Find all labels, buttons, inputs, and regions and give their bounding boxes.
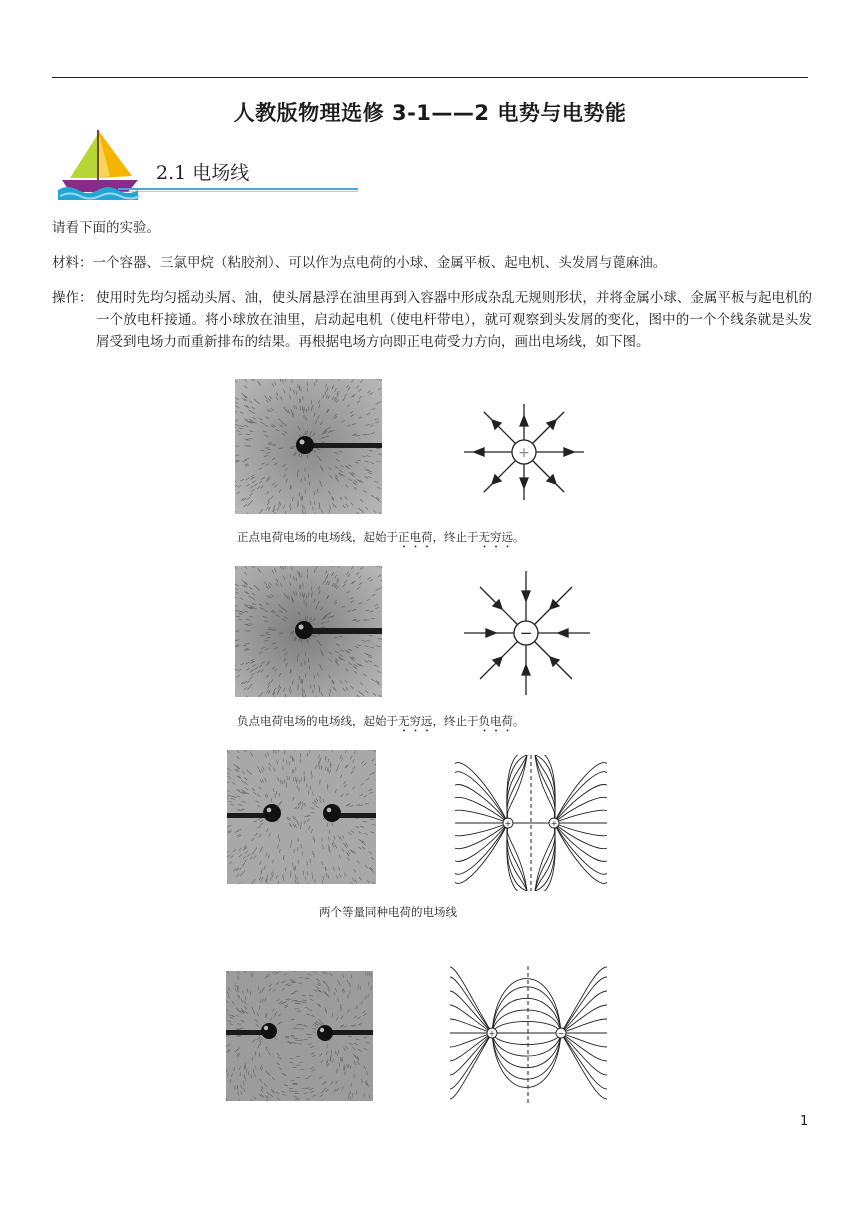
caption-negative — [237, 713, 525, 735]
page-number: 1 — [800, 1114, 809, 1129]
charge-label: − — [557, 1029, 565, 1038]
caption-text: 。 — [513, 530, 525, 544]
operation-text: 使用时先均匀摇动头屑、油，使头屑悬浮在油里再到入容器中形成杂乱无规则形状，并将金属小球、金属平板与起电机的一个放电杆接通。将小球放在油里，启动起电机（使电杆带电），就可观察到头发屑的变化，图中的一个个线条就是头发屑受到电场力而重新排布的结果。再根据电场方向即正电荷受力方向，画出电场线，如下图。 — [96, 290, 812, 350]
document-title: 人教版物理选修 3-1——2 电势与电势能 — [233, 101, 627, 125]
diagram-positive-charge — [462, 402, 586, 502]
diagram-two-like-charges — [455, 755, 607, 891]
charge-label: + — [518, 445, 530, 461]
section-title: 2.1 电场线 — [156, 162, 250, 184]
section-header — [58, 128, 308, 200]
caption-emphasis: 负电荷 — [478, 714, 513, 728]
charge-label: + — [504, 819, 512, 828]
diagram-negative-charge — [462, 569, 592, 697]
operation-label: 操作： — [52, 290, 93, 306]
materials-text: 一个容器、三氯甲烷（粘胶剂）、可以作为点电荷的小球、金属平板、起电机、头发屑与蓖麻油。 — [92, 255, 667, 271]
materials-label: 材料： — [52, 255, 93, 271]
header-rule — [52, 77, 808, 78]
caption-text: 。 — [513, 714, 525, 728]
charge-label: − — [519, 624, 533, 642]
caption-text: ，终止于 — [432, 530, 479, 544]
caption-emphasis: 正电荷 — [398, 530, 433, 544]
photo-negative-charge — [235, 566, 382, 697]
diagram-opposite-charges — [450, 966, 607, 1104]
photo-positive-charge — [235, 379, 382, 514]
materials-paragraph — [52, 252, 666, 274]
intro-text: 请看下面的实验。 — [52, 220, 160, 236]
caption-two-like: 两个等量同种电荷的电场线 — [319, 905, 457, 919]
caption-positive — [237, 529, 525, 551]
charge-label: + — [550, 819, 558, 828]
photo-two-like-charges — [227, 750, 376, 884]
caption-text: 负点电荷电场的电场线，起始于 — [237, 714, 398, 728]
caption-text: 正点电荷电场的电场线，起始于 — [237, 530, 398, 544]
caption-emphasis: 无穷远 — [398, 714, 433, 728]
section-underline — [118, 188, 358, 192]
caption-emphasis: 无穷远 — [478, 530, 513, 544]
caption-text: ，终止于 — [432, 714, 479, 728]
charge-label: + — [488, 1029, 496, 1038]
photo-opposite-charges — [226, 971, 373, 1101]
